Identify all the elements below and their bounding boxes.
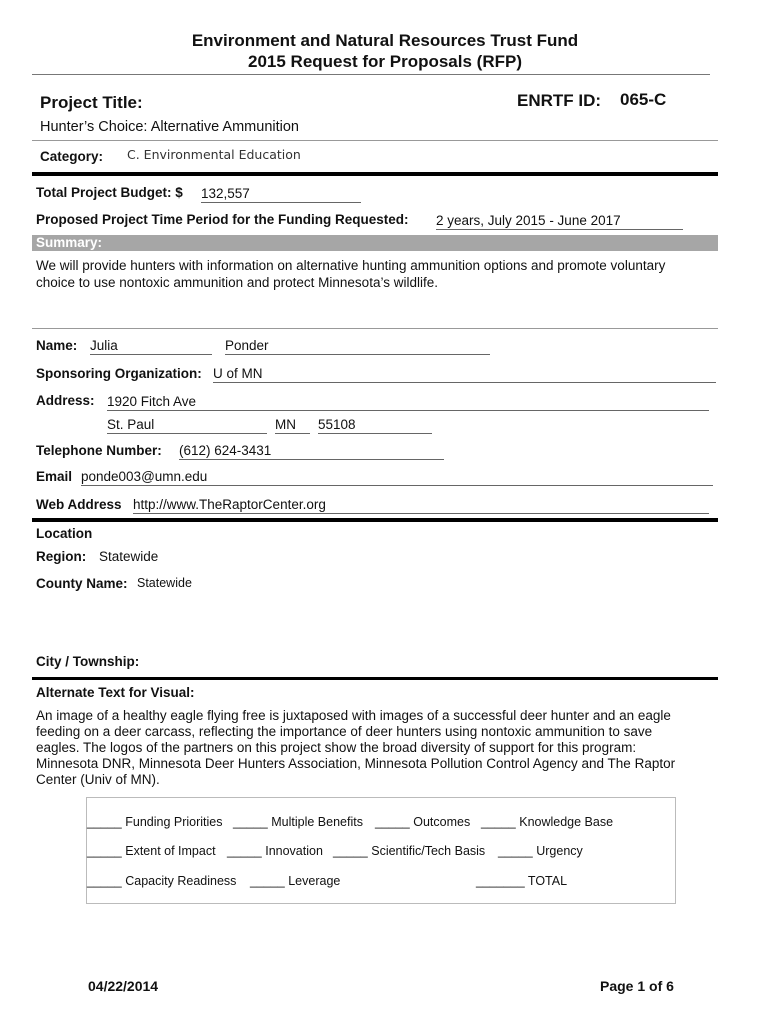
web-address-label: Web Address <box>36 497 122 512</box>
summary-line-1: We will provide hunters with information on alternative hunting ammunition options and promote voluntary <box>36 258 666 273</box>
enrtf-id-label: ENRTF ID: <box>517 91 602 110</box>
location-thick-rule <box>32 677 718 680</box>
title-rule <box>32 140 718 141</box>
header-line-2: 2015 Request for Proposals (RFP) <box>248 52 522 71</box>
city-township-label: City / Township: <box>36 654 140 669</box>
summary-rule <box>32 328 718 329</box>
alt-text-line-3: eagles. The logos of the partners on this project show the broad diversity of support for this program: <box>36 740 637 755</box>
innovation-item: _____ Innovation <box>227 844 323 858</box>
period-label: Proposed Project Time Period for the Funding Requested: <box>36 212 409 227</box>
period-value: 2 years, July 2015 - June 2017 <box>436 213 683 230</box>
city-value: St. Paul <box>107 417 267 434</box>
street-value: 1920 Fitch Ave <box>107 394 709 411</box>
budget-label: Total Project Budget: $ <box>36 185 183 200</box>
email-value: ponde003@umn.edu <box>81 469 713 486</box>
alt-text-line-5: Center (Univ of MN). <box>36 772 160 787</box>
address-label: Address: <box>36 393 95 408</box>
organization-value: U of MN <box>213 366 716 383</box>
alt-text-line-1: An image of a healthy eagle flying free is juxtaposed with images of a successful deer hunter and an eagle <box>36 708 671 723</box>
category-thick-rule <box>32 172 718 176</box>
capacity-readiness-item: _____ Capacity Readiness <box>87 874 237 888</box>
location-heading: Location <box>36 526 93 541</box>
scientific-tech-basis-item: _____ Scientific/Tech Basis <box>333 844 486 858</box>
category-value: C. Environmental Education <box>127 147 301 162</box>
project-title-label: Project Title: <box>40 93 143 112</box>
telephone-value: (612) 624-3431 <box>179 443 444 460</box>
telephone-label: Telephone Number: <box>36 443 162 458</box>
outcomes-item: _____ Outcomes <box>375 815 471 829</box>
zip-value: 55108 <box>318 417 432 434</box>
alt-text-line-4: Minnesota DNR, Minnesota Deer Hunters Association, Minnesota Pollution Control Agency and The Raptor <box>36 756 676 771</box>
enrtf-id-value: 065-C <box>620 90 667 109</box>
header-line-1: Environment and Natural Resources Trust Fund <box>191 31 579 50</box>
county-label: County Name: <box>36 576 128 591</box>
knowledge-base-item: _____ Knowledge Base <box>481 815 614 829</box>
total-item: _______ TOTAL <box>476 874 568 888</box>
leverage-item: _____ Leverage <box>250 874 341 888</box>
multiple-benefits-item: _____ Multiple Benefits <box>233 815 363 829</box>
state-value: MN <box>275 417 310 434</box>
organization-label: Sponsoring Organization: <box>36 366 202 381</box>
summary-bar: Summary: <box>32 235 718 251</box>
urgency-item: _____ Urgency <box>498 844 583 858</box>
project-title-value: Hunter’s Choice: Alternative Ammunition <box>40 119 299 135</box>
name-label: Name: <box>36 338 78 353</box>
contact-thick-rule <box>32 518 718 522</box>
alt-text-line-2: feeding on a deer carcass, reflecting the importance of deer hunters using nontoxic ammunition to save <box>36 724 653 739</box>
email-label: Email <box>36 469 73 484</box>
category-label: Category: <box>40 149 104 164</box>
region-label: Region: <box>36 549 87 564</box>
footer-page-number: Page 1 of 6 <box>600 978 674 994</box>
scoring-criteria-box <box>86 797 676 904</box>
footer-date: 04/22/2014 <box>88 978 159 994</box>
web-address-value: http://www.TheRaptorCenter.org <box>133 497 709 514</box>
first-name-value: Julia <box>90 338 212 355</box>
last-name-value: Ponder <box>225 338 490 355</box>
county-value: Statewide <box>137 576 192 590</box>
funding-priorities-item: _____ Funding Priorities <box>87 815 223 829</box>
region-value: Statewide <box>99 549 159 564</box>
summary-line-2: choice to use nontoxic ammunition and protect Minnesota’s wildlife. <box>36 275 438 290</box>
alt-text-heading: Alternate Text for Visual: <box>36 685 195 700</box>
extent-of-impact-item: _____ Extent of Impact <box>87 844 216 858</box>
budget-value: 132,557 <box>201 186 361 203</box>
header-rule <box>32 74 710 75</box>
